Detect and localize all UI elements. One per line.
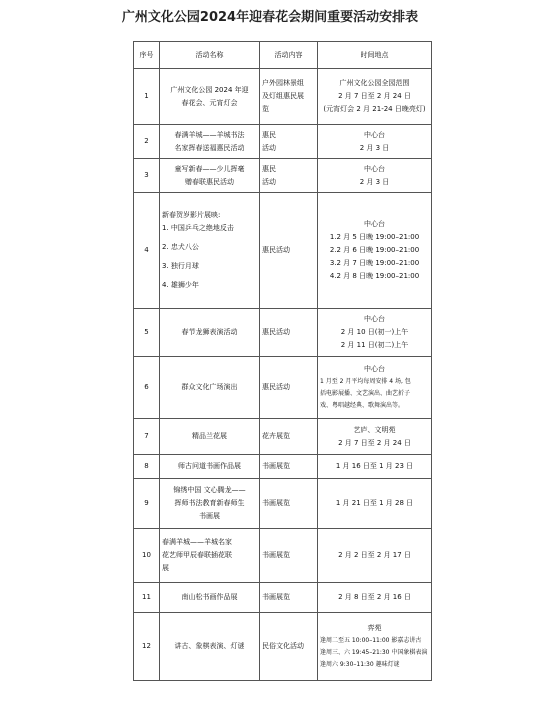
row-time [318,69,432,125]
name-line: 展 [162,564,169,572]
name-line: 春花会、元宵灯会 [181,98,238,107]
row-name [160,529,260,583]
content-line: 览 [262,105,269,113]
time-line: 中心台 [364,164,385,173]
row-no: 9 [134,479,160,529]
time-line: 1 月 21 日至 1 月 28 日 [335,499,414,507]
row-content [260,309,318,357]
row-content [260,455,318,479]
content-line: 活动 [262,177,276,186]
name-line: 4. 雄狮少年 [162,281,199,289]
schedule-table [133,41,432,681]
time-line: 中心台 [364,365,385,373]
row-content [260,479,318,529]
table-row [134,309,432,357]
row-no: 8 [134,455,160,479]
content-line: 书画展览 [262,551,290,559]
table-row [134,479,432,529]
time-line: 1 月 16 日至 1 月 23 日 [335,462,414,470]
name-line: 挥师书法教育新春师生 [174,499,245,507]
time-line: 2 月 3 日 [359,143,390,152]
content-line: 书画展览 [262,593,290,601]
row-content [260,357,318,419]
time-line: 2 月 10 日(初一)上午 [340,328,409,336]
row-content [260,159,318,193]
table-row [134,529,432,583]
time-line: 4.2 月 8 日晚 19:00–21:00 [329,272,420,280]
time-line: 1 月至 2 月平均每周安排 4 场, 包 [320,378,411,385]
time-line: 1.2 月 5 日晚 19:00–21:00 [329,233,420,241]
header-content: 活动内容 [260,42,318,69]
time-line: 弈苑 [367,624,382,632]
row-content [260,193,318,309]
document-title: 广州文化公园2024年迎春花会期间重要活动安排表 [121,10,419,25]
row-time [318,613,432,681]
table-row [134,69,432,125]
content-line: 活动 [262,143,276,152]
row-time [318,455,432,479]
table-row [134,357,432,419]
row-no: 12 [134,613,160,681]
time-line: 中心台 [364,130,385,139]
name-line: 春满羊城——羊城书法 [174,130,245,139]
row-no: 2 [134,125,160,159]
time-line: 艺庐、文明苑 [353,425,396,434]
name-line: 师古问道书画作品展 [178,462,241,470]
time-line: (元宵灯会 2 月 21-24 日晚亮灯) [323,105,426,113]
row-no: 6 [134,357,160,419]
row-content [260,613,318,681]
row-name [160,613,260,681]
row-time [318,193,432,309]
name-line: 赠春联惠民活动 [185,177,234,186]
time-line: 中心台 [364,220,385,228]
row-time [318,357,432,419]
content-line: 惠民活动 [262,246,290,254]
name-line: 南山松书画作品展 [181,593,238,601]
content-line: 惠民 [262,164,276,173]
table-row [134,125,432,159]
row-time [318,583,432,613]
name-line: 花艺师甲辰春联插花联 [162,551,232,559]
time-line: 戏、粤唱越经典、歌舞演出等。 [320,402,405,409]
table-row [134,455,432,479]
row-no: 7 [134,419,160,455]
content-line: 户外园林景组 [262,79,304,87]
row-no: 5 [134,309,160,357]
row-time [318,419,432,455]
time-line: 2 月 3 日 [359,177,390,186]
time-line: 2.2 月 6 日晚 19:00–21:00 [329,246,420,254]
name-line: 讲古、象棋表演、灯谜 [174,642,245,650]
row-name [160,583,260,613]
time-line: 2 月 2 日至 2 月 17 日 [338,551,411,559]
row-no: 10 [134,529,160,583]
header-time: 时间地点 [318,42,432,69]
time-line: 2 月 7 日至 2 月 24 日 [338,92,411,100]
row-name [160,309,260,357]
time-line: 逢周六 9:30–11:30 趣味灯谜 [320,661,400,668]
row-no: 4 [134,193,160,309]
content-line: 惠民活动 [262,328,290,336]
row-no: 11 [134,583,160,613]
table-row [134,159,432,193]
table-row [134,193,432,309]
row-content [260,583,318,613]
name-line: 精品兰花展 [192,432,227,440]
name-line: 新春贺岁影片展映: [162,211,221,219]
name-line: 广州文化公园 2024 年迎 [170,85,249,94]
name-line: 名家挥春送福惠民活动 [174,143,245,152]
name-line: 3. 独行月球 [162,262,199,270]
content-line: 惠民活动 [262,383,290,391]
row-name [160,455,260,479]
time-line: 2 月 11 日(初二)上午 [340,341,409,349]
row-time [318,125,432,159]
time-line: 2 月 8 日至 2 月 16 日 [338,593,411,601]
table-row [134,419,432,455]
row-name [160,479,260,529]
row-time [318,479,432,529]
name-line: 童写新春——少儿挥毫 [174,164,245,173]
row-time [318,529,432,583]
row-no: 3 [134,159,160,193]
name-line: 锦绣中国 文心腾龙—— [173,486,246,494]
content-line: 书画展览 [262,499,290,507]
name-line: 书画展 [199,512,220,520]
name-line: 2. 忠犬八公 [162,243,199,251]
header-name: 活动名称 [160,42,260,69]
row-name [160,357,260,419]
content-line: 花卉展览 [262,432,290,440]
name-line: 春节龙狮表演活动 [181,328,238,336]
row-time [318,309,432,357]
name-line: 1. 中国乒乓之绝地反击 [162,224,234,232]
row-name [160,419,260,455]
content-line: 惠民 [262,130,276,139]
content-line: 及灯组惠民展 [262,92,304,100]
name-line: 群众文化广场演出 [181,383,238,391]
row-name [160,125,260,159]
row-content [260,529,318,583]
content-line: 民俗文化活动 [262,642,304,650]
content-line: 书画展览 [262,462,290,470]
header-no: 序号 [134,42,160,69]
row-no: 1 [134,69,160,125]
row-content [260,125,318,159]
table-row [134,613,432,681]
time-line: 2 月 7 日至 2 月 24 日 [338,438,411,447]
name-line: 春满羊城——羊城名家 [162,538,232,546]
table-row [134,583,432,613]
row-time [318,159,432,193]
time-line: 中心台 [364,315,385,323]
time-line: 广州文化公园全园范围 [339,79,410,87]
row-content [260,419,318,455]
row-name [160,69,260,125]
row-name [160,159,260,193]
row-name [160,193,260,309]
table-header-row [134,42,432,69]
time-line: 括电影展播、文艺演出、曲艺折子 [320,390,411,397]
row-content [260,69,318,125]
time-line: 3.2 月 7 日晚 19:00–21:00 [329,259,420,267]
time-line: 逢周三、六 19:45–21:30 中国象棋表演 [320,649,428,656]
time-line: 逢周二至五 10:00–11:00 影嘉志讲古 [320,637,422,644]
